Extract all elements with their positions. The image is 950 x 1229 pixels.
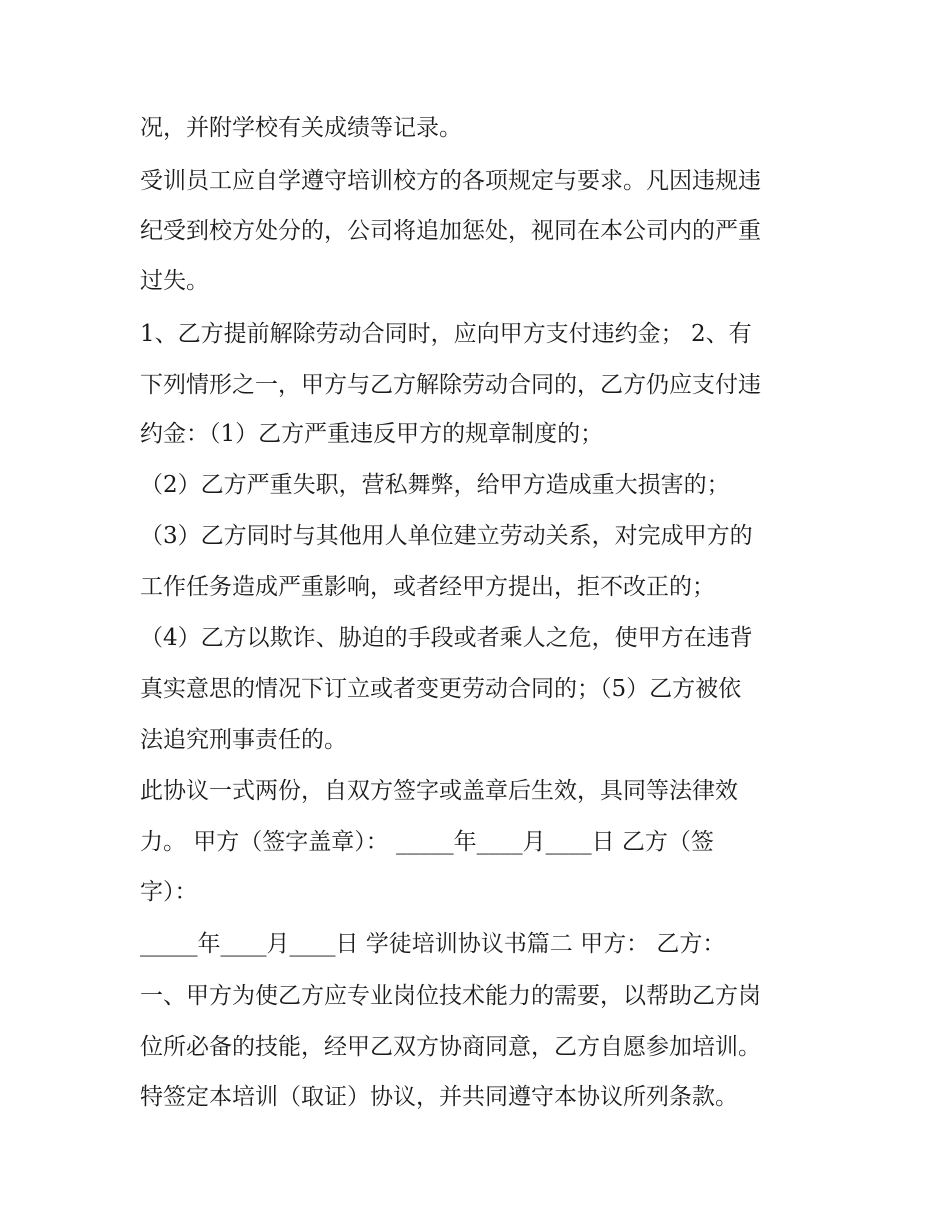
text-line: 过失。 [140, 268, 209, 294]
text-line: _____年____月____日 学徒培训协议书篇二 甲方： 乙方： [140, 931, 726, 957]
text-line: 下列情形之一，甲方与乙方解除劳动合同的，乙方仍应支付违 [140, 372, 761, 398]
text-line: 工作任务造成严重影响，或者经甲方提出，拒不改正的； [140, 574, 715, 600]
text-line: 一、甲方为使乙方应专业岗位技术能力的需要，以帮助乙方岗 [140, 983, 761, 1009]
text-line: 位所必备的技能，经甲乙双方协商同意，乙方自愿参加培训。 [140, 1034, 761, 1060]
text-line: 此协议一式两份，自双方签字或盖章后生效，具同等法律效 [140, 778, 738, 804]
text-line: （4）乙方以欺诈、胁迫的手段或者乘人之危，使甲方在违背 [140, 625, 753, 651]
text-line: 法追究刑事责任的。 [140, 727, 347, 753]
text-line: 力。 甲方（签字盖章）： _____年____月____日 乙方（签 [140, 829, 714, 855]
text-line: （2）乙方严重失职，营私舞弊，给甲方造成重大损害的； [140, 472, 730, 498]
text-line: 真实意思的情况下订立或者变更劳动合同的；（5）乙方被依 [140, 676, 742, 702]
text-line: 纪受到校方处分的，公司将追加惩处，视同在本公司内的严重 [140, 218, 761, 244]
text-line: 1、乙方提前解除劳动合同时，应向甲方支付违约金； 2、有 [140, 321, 752, 347]
text-line: 字）： [140, 879, 198, 905]
text-line: 况，并附学校有关成绩等记录。 [140, 115, 462, 141]
text-line: 受训员工应自学遵守培训校方的各项规定与要求。凡因违规违 [140, 168, 761, 194]
text-line: 约金：（1）乙方严重违反甲方的规章制度的； [140, 421, 604, 447]
text-line: （3）乙方同时与其他用人单位建立劳动关系，对完成甲方的 [140, 523, 753, 549]
text-line: 特签定本培训（取证）协议，并共同遵守本协议所列条款。 [140, 1084, 738, 1110]
